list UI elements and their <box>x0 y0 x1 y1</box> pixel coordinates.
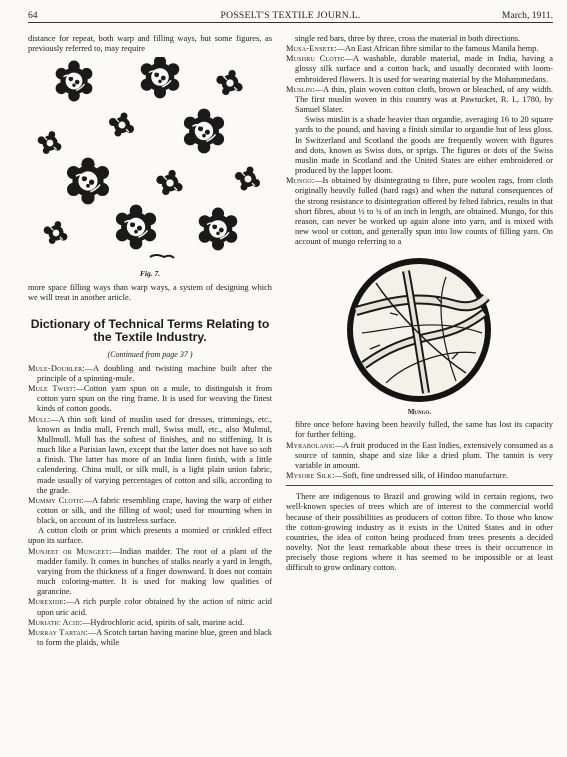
entry-mushru-cloth <box>286 54 553 84</box>
entry-text: :—Is obtained by disintegrating to fibre, pure woolen rags, from cloth originally heavily fulled (hard rags) and when the natural consequences of the strong resistance to disintegration offered by felted fabrics, results in that short fibres, about ½ to ¾ of an inch in length, are obtained. Mungo, for this reason, can never be worked up again alone into yarn, and is mixed with new wool or cotton, and generally spun into low counts of filling yarn. On account of mungo referring to a <box>295 176 553 247</box>
entry-text: :—Indian madder. The root of a plant of the madder family. It comes in bunches of stalks nearly a yard in length, varying from the thickness of a finger downward. It does not contain much coloring-matter. It is used for making low qualities of garancine. <box>37 546 272 597</box>
entry-mule-doubler <box>28 364 272 384</box>
entry-text: :—A doubling and twisting machine built after the principle of a spinning-mule. <box>37 363 272 383</box>
entry-term: Muslin <box>286 84 313 94</box>
entry-text: :—A rich purple color obtained by the action of nitric acid upon uric acid. <box>37 597 272 617</box>
entry-text: :—A washable, durable material, made in India, having a glossy silk surface and a cotton back, and usually decorated with loom-embroidered flowers. It is used for wearing material by the Mohammedans. <box>295 54 553 84</box>
entry-mule-twist <box>28 384 272 414</box>
cotton-trees-paragraph: There are indigenous to Brazil and growing wild in certain regions, two well-known species of trees which are of interest to the commercial world because of their possibilities as producers of cotton fibre. To those who know the cotton-growing industry as it exists in the United States and in other countries, the idea of cotton being produced from trees presents a decided novelty. Not the least remarkable about these trees is their occurrence in precisely those regions where it has seemed to be impossible or at least difficult to grow ordinary cotton. <box>286 492 553 573</box>
entry-text: :—A thin soft kind of muslin used for dresses, trimmings, etc., known as India mull, French mull, Swiss mull, etc., also Mulmul, Mullmull. Mull has the softest of finishes, and no stiffening. It is much like a Parisian lawn, except that the latter does not have so soft a finish. The latter has more of an India linen finish, with a little calendering. China mull, or silk mull, is a light plain union fabric, made usually of varying percentages of cotton and silk, according to the grade. <box>37 414 272 495</box>
entry-text: :—A fruit produced in the East Indies, extensively consumed as a source of tannin, shape and size like a dried plum. The tannin is very variable in amount. <box>295 440 553 470</box>
murray-tartan-continued: single red bars, three by three, cross the material in both directions. <box>295 34 521 43</box>
mummy-cloth-note: A cotton cloth or print which presents a momied or crinkled effect upon its surface. <box>28 526 272 546</box>
entry-musa-ensete <box>286 44 553 54</box>
after-mungo-image-text: fibre once before having been heavily fulled, the same has lost its capacity for further felting. <box>295 420 553 440</box>
entry-text: :—Cotton yarn spun on a mule, to distinguish it from cotton yarn spun on the ring frame. It is used for weaving the finest kinds of cotton goods. <box>37 384 272 414</box>
journal-title: POSSELT'S TEXTILE JOURN.L. <box>220 10 361 21</box>
entry-term: Munjeet or Mungeet <box>28 546 110 556</box>
entry-term: Mule Twist <box>28 384 74 394</box>
continued-note: (Continued from page 37 ) <box>107 349 193 359</box>
entry-mummy-cloth <box>28 496 272 526</box>
entry-muslin <box>286 85 553 115</box>
entry-text: :—Hydrochloric acid, spirits of salt, marine acid. <box>79 617 245 627</box>
dictionary-heading: Dictionary of Technical Terms Relating to the Textile Industry. <box>30 316 270 345</box>
entry-term: Mule-Doubler <box>28 363 83 373</box>
entry-term: Mungo <box>286 176 312 186</box>
entry-term: Myrabolans <box>286 440 333 450</box>
entry-term: Mysore Silk <box>286 471 333 481</box>
entry-muriatic-acid <box>28 618 272 628</box>
entry-mysore-silk <box>286 471 553 481</box>
entry-text: :—A Scotch tartan having marine blue, green and black to form the plaids, while <box>37 627 272 647</box>
intro-paragraph: distance for repeat, both warp and filling ways, but some figures, as previously referred to, may require <box>28 34 272 54</box>
figure-caption: Fig. 7. <box>139 269 161 279</box>
entry-term: Mull <box>28 414 48 424</box>
entry-term: Muriatic Acid <box>28 617 80 627</box>
entry-term: Mummy Cloth <box>28 495 82 505</box>
entry-murray-tartan <box>28 628 272 648</box>
figure-7 <box>28 57 272 279</box>
entry-term: Musa-Ensete <box>286 44 335 54</box>
entry-text: :—A thin, plain woven cotton cloth, brown or bleached, of any width. The first muslin woven in this country was at Pawtucket, R. I., 1780, by Samuel Slater. <box>295 84 553 115</box>
issue-date: March, 1911. <box>501 10 553 21</box>
header-rule <box>28 22 553 23</box>
entry-murexide <box>28 597 272 617</box>
after-figure-paragraph: more space filling ways than warp ways, a system of designing which we will treat in another article. <box>28 283 272 303</box>
swiss-muslin-note: Swiss muslin is a shade heavier than organdie, averaging 16 to 20 square yards to the pound, and having a finish similar to organdie but of less gloss. In Switzerland and Scotland the goods are frequently woven with figures and dots, known as Swiss dots, or sprigs. The figures or dots of the Swiss muslin made in Scotland and the United States are either embroidered or produced by the lappet loom. <box>295 115 553 176</box>
entry-munjeet <box>28 547 272 598</box>
entry-mungo <box>286 176 553 247</box>
entry-term: Murexide <box>28 597 64 607</box>
page-number: 64 <box>28 10 38 21</box>
entry-term: Murray Tartan <box>28 627 86 637</box>
mungo-caption: Mungo. <box>407 408 432 417</box>
entry-mull <box>28 415 272 496</box>
ornament-pattern-figure <box>28 57 272 279</box>
mungo-illustration <box>286 253 553 417</box>
mungo-fibre-microscope-image <box>286 253 553 417</box>
section-separator <box>286 485 553 486</box>
entry-text: :—A fabric resembling crape, having the warp of either cotton or silk, and the filling of wool; used for mourning when in black, on account of its lustreless surface. <box>37 495 272 526</box>
entry-myrabolans <box>286 441 553 471</box>
entry-text: :—An East African fibre similar to the famous Manila hemp. <box>334 44 539 54</box>
entry-text: :—Soft, fine undressed silk, of Hindoo manufacture. <box>332 471 509 481</box>
entry-term: Mushru Cloth <box>286 54 343 64</box>
left-column <box>28 34 272 648</box>
right-column <box>286 34 553 573</box>
